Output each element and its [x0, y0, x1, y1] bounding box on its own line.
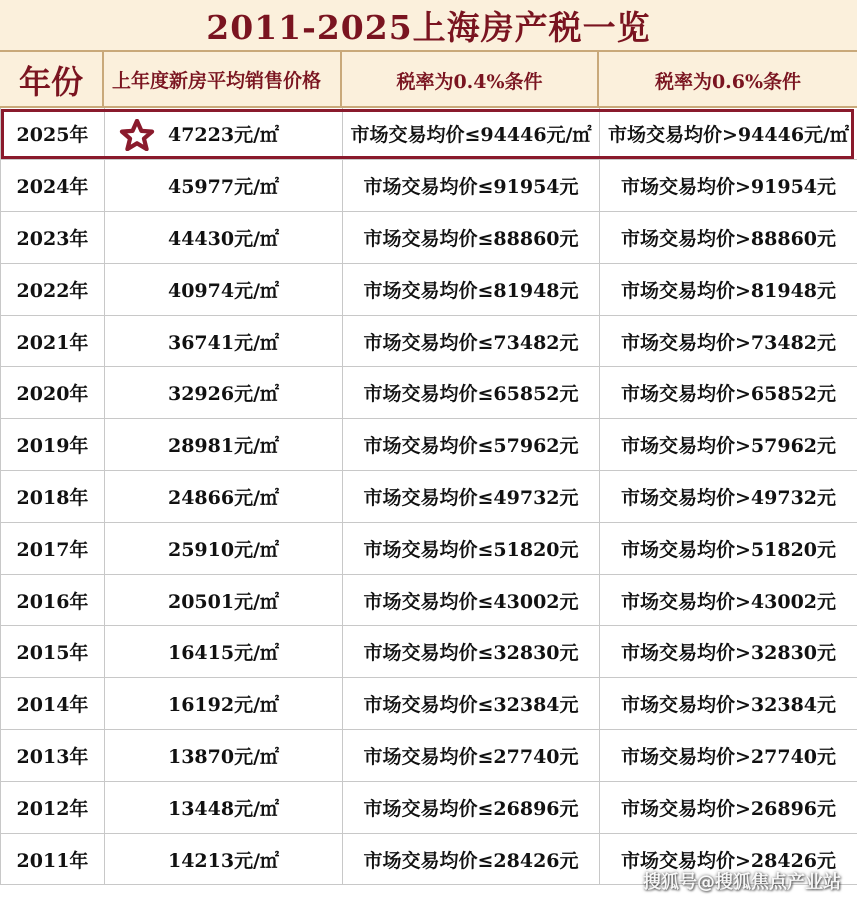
rate-06-cell: 市场交易均价>94446元/㎡ [600, 108, 857, 160]
rate-06-cell: 市场交易均价>91954元 [600, 160, 857, 212]
price-cell: 36741元/㎡ [105, 315, 343, 367]
rate-04-cell: 市场交易均价≤32384元 [343, 678, 600, 730]
table-row [1, 781, 857, 833]
price-cell: 45977元/㎡ [105, 160, 343, 212]
rate-04-cell: 市场交易均价≤32830元 [343, 626, 600, 678]
rate-04-cell: 市场交易均价≤28426元 [343, 833, 600, 885]
rate-06-cell: 市场交易均价>88860元 [600, 212, 857, 264]
rate-06-cell: 市场交易均价>57962元 [600, 419, 857, 471]
table-row [1, 471, 857, 523]
rate-04-cell: 市场交易均价≤94446元/㎡ [343, 108, 600, 160]
table-row [1, 678, 857, 730]
rate-06-cell: 市场交易均价>27740元 [600, 730, 857, 782]
year-cell: 2017年 [1, 522, 105, 574]
price-cell: 47223元/㎡ [105, 108, 343, 160]
table-row [1, 212, 857, 264]
rate-06-cell: 市场交易均价>28426元 [600, 833, 857, 885]
year-cell: 2024年 [1, 160, 105, 212]
price-cell: 44430元/㎡ [105, 212, 343, 264]
rate-04-cell: 市场交易均价≤73482元 [343, 315, 600, 367]
table-row [1, 315, 857, 367]
year-cell: 2023年 [1, 212, 105, 264]
price-cell: 32926元/㎡ [105, 367, 343, 419]
rate-04-cell: 市场交易均价≤26896元 [343, 781, 600, 833]
header-rate-06: 税率为0.6%条件 [599, 52, 857, 108]
table-row [1, 263, 857, 315]
rate-04-cell: 市场交易均价≤91954元 [343, 160, 600, 212]
table-row [1, 419, 857, 471]
header-price: 上年度新房平均销售价格 [104, 52, 342, 108]
year-cell: 2025年 [1, 108, 105, 160]
watermark: 搜狐号@搜狐焦点产业站 [643, 872, 841, 893]
rate-06-cell: 市场交易均价>43002元 [600, 574, 857, 626]
table-row [1, 626, 857, 678]
table-row [1, 574, 857, 626]
year-cell: 2018年 [1, 471, 105, 523]
price-cell: 40974元/㎡ [105, 263, 343, 315]
price-cell: 16192元/㎡ [105, 678, 343, 730]
year-cell: 2015年 [1, 626, 105, 678]
rate-06-cell: 市场交易均价>32830元 [600, 626, 857, 678]
star-icon [118, 119, 156, 151]
rate-04-cell: 市场交易均价≤43002元 [343, 574, 600, 626]
year-cell: 2014年 [1, 678, 105, 730]
rate-06-cell: 市场交易均价>49732元 [600, 471, 857, 523]
price-cell: 20501元/㎡ [105, 574, 343, 626]
rate-06-cell: 市场交易均价>32384元 [600, 678, 857, 730]
page-title: 2011-2025上海房产税一览 [0, 0, 857, 52]
year-cell: 2012年 [1, 781, 105, 833]
table-row [1, 160, 857, 212]
year-cell: 2013年 [1, 730, 105, 782]
year-cell: 2011年 [1, 833, 105, 885]
rate-06-cell: 市场交易均价>26896元 [600, 781, 857, 833]
rate-06-cell: 市场交易均价>51820元 [600, 522, 857, 574]
price-cell: 25910元/㎡ [105, 522, 343, 574]
year-cell: 2021年 [1, 315, 105, 367]
rate-06-cell: 市场交易均价>81948元 [600, 263, 857, 315]
year-cell: 2022年 [1, 263, 105, 315]
price-cell: 14213元/㎡ [105, 833, 343, 885]
rate-06-cell: 市场交易均价>73482元 [600, 315, 857, 367]
rate-04-cell: 市场交易均价≤57962元 [343, 419, 600, 471]
table-row [1, 522, 857, 574]
year-cell: 2019年 [1, 419, 105, 471]
header-year: 年份 [0, 52, 104, 108]
rate-04-cell: 市场交易均价≤81948元 [343, 263, 600, 315]
tax-table [0, 108, 857, 885]
year-cell: 2020年 [1, 367, 105, 419]
table-row [1, 730, 857, 782]
rate-04-cell: 市场交易均价≤88860元 [343, 212, 600, 264]
price-cell: 13448元/㎡ [105, 781, 343, 833]
price-cell: 16415元/㎡ [105, 626, 343, 678]
price-cell: 24866元/㎡ [105, 471, 343, 523]
price-cell: 28981元/㎡ [105, 419, 343, 471]
rate-04-cell: 市场交易均价≤49732元 [343, 471, 600, 523]
rate-06-cell: 市场交易均价>65852元 [600, 367, 857, 419]
year-cell: 2016年 [1, 574, 105, 626]
table-row [1, 367, 857, 419]
rate-04-cell: 市场交易均价≤65852元 [343, 367, 600, 419]
price-cell: 13870元/㎡ [105, 730, 343, 782]
rate-04-cell: 市场交易均价≤51820元 [343, 522, 600, 574]
rate-04-cell: 市场交易均价≤27740元 [343, 730, 600, 782]
header-rate-04: 税率为0.4%条件 [342, 52, 599, 108]
